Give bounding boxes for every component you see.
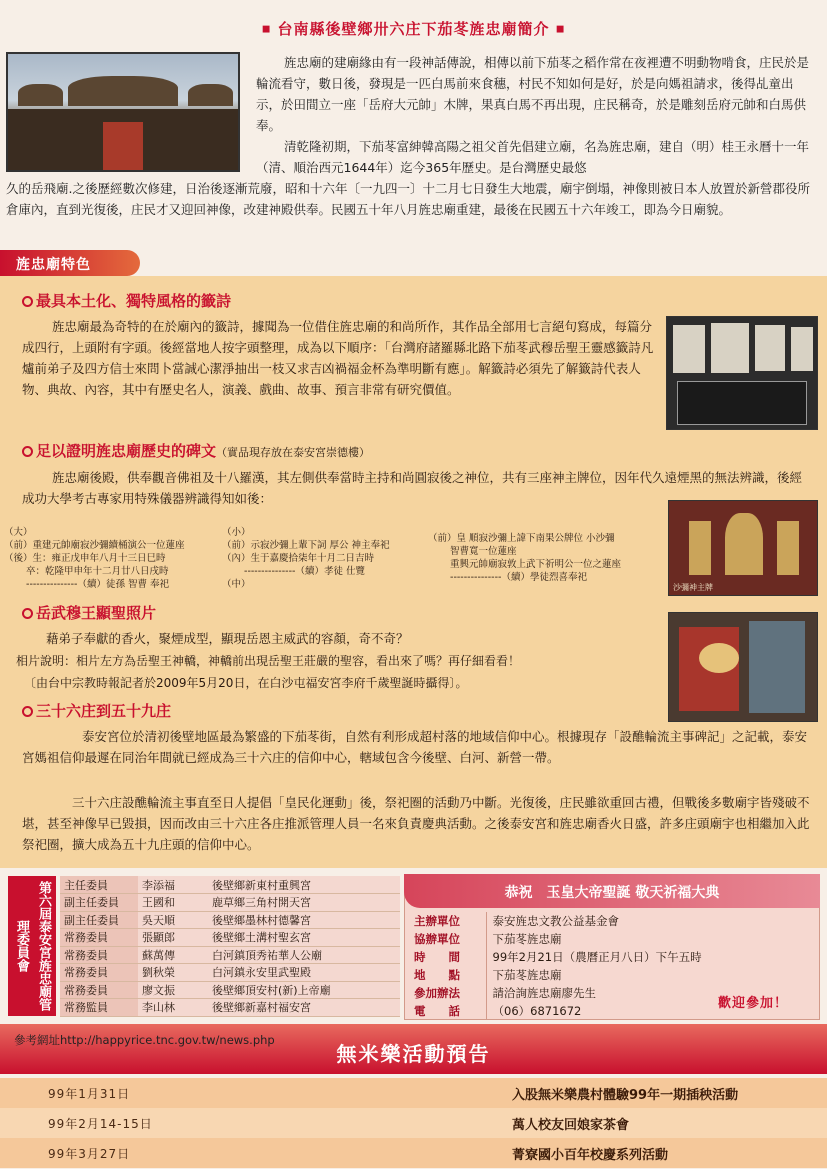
page-title-text: 台南縣後壁鄉卅六庄下茄苳旌忠廟簡介 — [277, 20, 550, 38]
event-field-value: 99年2月21日（農曆正月八日）下午五時 — [492, 950, 702, 964]
tablet-line: （小） — [222, 527, 251, 538]
features-tab: 旌忠廟特色 — [0, 250, 140, 276]
committee-role: 副主任委員 — [60, 894, 138, 912]
committee-row — [60, 946, 400, 964]
event-row — [408, 966, 728, 984]
committee-role: 副主任委員 — [60, 911, 138, 929]
committee-temple: 白河鎮頂秀祐華人公廟 — [208, 946, 400, 964]
tablet-line: （前）皇 順寂沙彌上諱下南果公牌位 小沙彌 — [428, 533, 615, 544]
activity-row — [0, 1078, 827, 1108]
tablet-line: （後）生：雍正戊申年八月十三日巳時 — [4, 553, 166, 564]
committee-member: 吳天順 — [138, 911, 208, 929]
intro-paragraph-3: 久的岳飛廟.之後歷經數次修建，日治後逐漸荒廢，昭和十六年〔一九四一〕十二月七日發生大地震，廟宇倒塌，神像則被日本人放置於新營郡役所倉庫內，直到光復後，庄民才又迎回神像，改建神殿供奉。民國五十年八月旌忠廟重建，最後在民國五十六年竣工，即為今日廟貌。 — [6, 181, 810, 217]
committee-member: 廖文振 — [138, 981, 208, 999]
photo-caption: 沙彌神主牌 — [673, 583, 713, 592]
tablet-line: 卒：乾隆甲申年十二月廿八日戌時 — [4, 566, 169, 577]
page-title — [0, 18, 827, 39]
committee-row — [60, 876, 400, 894]
event-field-label: 時 間 — [408, 948, 486, 966]
committee-role: 主任委員 — [60, 876, 138, 894]
committee-temple: 後壁鄉墨林村德馨宮 — [208, 911, 400, 929]
circle-bullet-icon — [22, 706, 33, 717]
event-field-value: 泰安旌忠文教公益基金會 — [492, 914, 619, 928]
reference-label: 參考網址 — [14, 1033, 60, 1047]
event-row — [408, 912, 728, 930]
section-heading-villages: 三十六庄到五十九庄 — [22, 700, 171, 721]
circle-bullet-icon — [22, 608, 33, 619]
activity-row — [0, 1138, 827, 1168]
poem-slips-photo — [666, 316, 818, 430]
committee-row — [60, 894, 400, 912]
tablet-line: （內）生于嘉慶拾柒年十月二日吉時 — [222, 553, 375, 564]
event-field-value: （06）6871672 — [492, 1004, 582, 1018]
tablet-line: 重興元帥廟寂敦上武下祈明公一位之蓮座 — [428, 559, 622, 570]
tablet-text-right — [428, 532, 664, 584]
event-field-value: 下茄苳旌忠廟 — [492, 932, 562, 946]
committee-temple: 鹿草鄉三角村開天宮 — [208, 894, 400, 912]
event-field-label: 電 話 — [408, 1002, 486, 1020]
intro-paragraph-1: 旌忠廟的建廟緣由有一段神話傳說，相傳以前下茄苳之稻作常在夜裡遭不明動物啃食，庄民於是輪流看守，數日後，發現是一匹白馬前來食穗，村民不知如何是好，於是向媽祖請求，後得乩童出示，於田間立一座「岳府大元帥」木牌，果真白馬不再出現，庄民稱奇，於是雕刻岳府元帥和白馬供奉。 — [256, 55, 810, 133]
tablet-line: （前）示寂沙彌上輩下詞 厚公 神主奉祀 — [222, 540, 390, 551]
section-note: （實品現存放在泰安宮崇德樓） — [216, 446, 371, 459]
committee-row — [60, 964, 400, 982]
section-body-villages-1: 泰安宮位於清初後壁地區最為繁盛的下茄苳街，自然有利形成超村落的地域信仰中心。根據現存「設醮輪流主事碑記」之記載，泰安宮媽祖信仰最遲在同治年間就已經成為三十六庄的信仰中心，轄域包含今後壁、白河、新營一帶。 — [22, 729, 808, 765]
section-line-2: 相片說明：相片左方為岳聖王神轎，神轎前出現岳聖王莊嚴的聖容，看出來了嗎？再仔細看看！ — [16, 654, 521, 668]
committee-temple: 白河鎮永安里武聖殿 — [208, 964, 400, 982]
event-table — [408, 912, 728, 1020]
event-row — [408, 948, 728, 966]
committee-temple: 後壁鄉新嘉村福安宮 — [208, 999, 400, 1017]
committee-member: 張顯郎 — [138, 929, 208, 947]
committee-role: 常務委員 — [60, 946, 138, 964]
section-heading-photo: 岳武穆王顯聖照片 — [22, 602, 156, 623]
committee-row — [60, 981, 400, 999]
event-title: 恭祝 玉皇大帝聖誕 敬天祈福大典 — [404, 874, 820, 908]
event-row — [408, 1002, 728, 1020]
committee-member: 李添福 — [138, 876, 208, 894]
section-body-inscriptions: 旌忠廟後殿，供奉觀音佛祖及十八羅漢，其左側供奉當時主持和尚圓寂後之神位，共有三座神主牌位，因年代久遠煙黑的無法辨識，後經成功大學考古專家用特殊儀器辨識得知如後： — [22, 470, 803, 506]
activity-name: 萬人校友回娘家茶會 — [512, 1118, 630, 1133]
bullet-square-icon: ■ — [555, 24, 566, 35]
event-field-label: 主辦單位 — [408, 912, 486, 930]
event-field-label: 參加辦法 — [408, 984, 486, 1002]
committee-row — [60, 929, 400, 947]
section-heading-poems: 最具本土化、獨特風格的籤詩 — [22, 290, 231, 311]
smoke-apparition-photo — [668, 612, 818, 722]
tablet-line: 智曹寬一位蓮座 — [428, 546, 517, 557]
activity-row — [0, 1108, 827, 1138]
welcome-text: 歡迎參加！ — [718, 996, 789, 1011]
event-field-value: 請洽詢旌忠廟廖先生 — [492, 986, 596, 1000]
tablet-text-left — [4, 526, 218, 591]
committee-row — [60, 911, 400, 929]
activity-date: 99年2月14-15日 — [48, 1117, 153, 1131]
tablet-line: ---------------（續）學徒烈喜奉祀 — [428, 572, 587, 583]
committee-member: 王國和 — [138, 894, 208, 912]
committee-label: 第六屆泰安宮旌忠廟管理委員會 — [8, 876, 56, 1016]
committee-table — [60, 876, 400, 1017]
committee-member: 李山林 — [138, 999, 208, 1017]
tablet-line: （中） — [222, 579, 251, 590]
bullet-square-icon: ■ — [261, 24, 272, 35]
committee-role: 常務委員 — [60, 964, 138, 982]
event-field-label: 協辦單位 — [408, 930, 486, 948]
event-field-label: 地 點 — [408, 966, 486, 984]
tablet-line: ---------------（續）孝徒 仕覽 — [222, 566, 365, 577]
tablet-line: （大） — [4, 527, 33, 538]
tablet-line: （前）重建元帥廟寂沙彌續桶演公一位蓮座 — [4, 540, 185, 551]
committee-role: 常務委員 — [60, 981, 138, 999]
activity-name: 菁寮國小百年校慶系列活動 — [512, 1148, 669, 1163]
activity-title: 無米樂活動預告 — [336, 1042, 491, 1066]
activity-date: 99年3月27日 — [48, 1147, 131, 1161]
committee-row — [60, 999, 400, 1017]
temple-photo — [6, 52, 240, 172]
section-line-1: 藉弟子奉獻的香火，聚煙成型，顯現岳恩主威武的容顏，奇不奇？ — [46, 631, 409, 646]
committee-temple: 後壁鄉土溝村聖玄宮 — [208, 929, 400, 947]
intro-paragraph-2: 清乾隆初期，下茄苳富紳韓高陽之祖父首先倡建立廟，名為旌忠廟，建自（明）桂王永曆十一年（清、順治西元1644年）迄今365年歷史。是台灣歷史最悠 — [256, 139, 810, 175]
circle-bullet-icon — [22, 296, 33, 307]
committee-temple: 後壁鄉頂安村(新)上帝廟 — [208, 981, 400, 999]
tablet-text-middle — [222, 526, 428, 591]
section-heading-inscriptions: 足以證明旌忠廟歷史的碑文（實品現存放在泰安宮崇德樓） — [22, 440, 370, 461]
reference-link[interactable]: http://happyrice.tnc.gov.tw/news.php — [60, 1033, 275, 1047]
activity-name: 入股無米樂農村體驗99年一期插秧活動 — [512, 1088, 739, 1103]
event-row — [408, 984, 728, 1002]
section-line-3: 〔由台中宗教時報記者於2009年5月20日，在白沙屯福安宮李府千歲聖誕時攝得〕。 — [24, 676, 468, 690]
event-field-value: 下茄苳旌忠廟 — [492, 968, 562, 982]
memorial-tablets-photo — [668, 500, 818, 596]
committee-member: 蘇萬傳 — [138, 946, 208, 964]
circle-bullet-icon — [22, 446, 33, 457]
committee-role: 常務監員 — [60, 999, 138, 1017]
event-row — [408, 930, 728, 948]
tablet-line: ---------------（續）徒孫 智曹 奉祀 — [4, 579, 169, 590]
committee-role: 常務委員 — [60, 929, 138, 947]
committee-temple: 後壁鄉新東村重興宮 — [208, 876, 400, 894]
committee-member: 劉秋榮 — [138, 964, 208, 982]
section-body-villages-2: 三十六庄設醮輪流主事直至日人提倡「皇民化運動」後，祭祀圈的活動乃中斷。光復後，庄民雖欲重回古禮，但戰後多數廟宇皆殘破不堪，甚至神像早已毀損，因而改由三十六庄各庄推派管理人員一名來負責慶典活動。之後泰安宮和旌忠廟香火日盛，許多庄頭廟宇也相繼加入此祭祀圈，擴大成為五十九庄頭的信仰中心。 — [22, 795, 810, 852]
section-body-poems: 旌忠廟最為奇特的在於廟內的籤詩，據聞為一位借住旌忠廟的和尚所作，其作品全部用七言絕句寫成，每篇分成四行，上頭附有字頭。後經當地人按字頭整理，成為以下順序：「台灣府諸羅縣北路下茄苳武穆岳聖王靈感籤詩凡爐前弟子及四方信士來問卜當誠心潔淨抽出一枝又求吉凶禍福金杯為準明斷有應」。解籤詩必須先了解籤詩代表人物、典故、內容，其中有歷史名人，演義、戲曲、故事、預言非常有研究價值。 — [22, 319, 654, 397]
activity-date: 99年1月31日 — [48, 1087, 131, 1101]
